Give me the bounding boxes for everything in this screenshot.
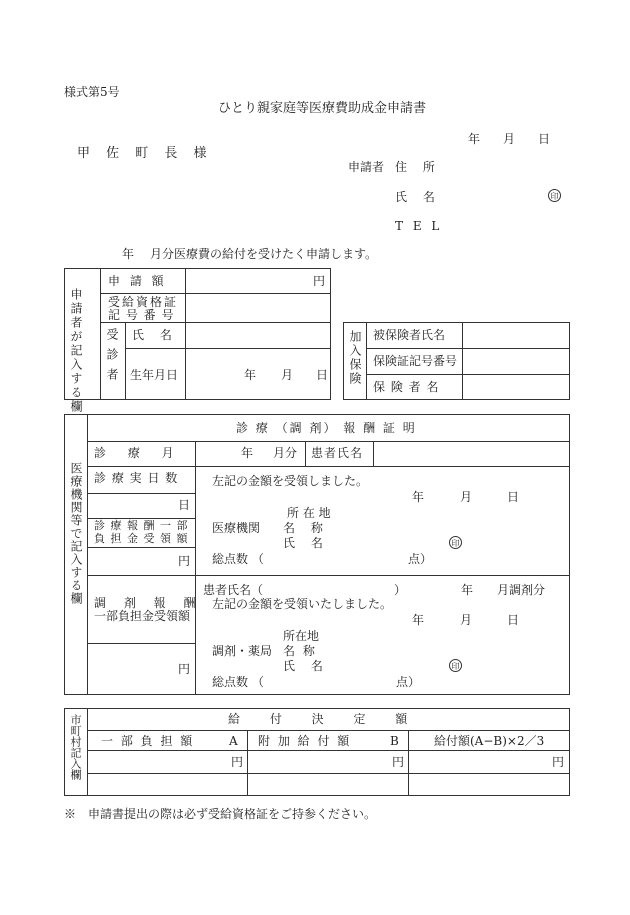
insured-name-field[interactable] <box>463 323 569 347</box>
amount-field[interactable] <box>186 270 306 292</box>
patient-name-field[interactable] <box>186 323 330 347</box>
dispense-year: 年 <box>461 583 474 597</box>
applicant-label: 申請者 <box>348 160 385 174</box>
cert-number-field[interactable] <box>186 295 330 321</box>
pharmacy-address-label: 所在地 <box>283 629 320 643</box>
col2-mark: B <box>390 734 399 748</box>
medical-year: 年 <box>241 446 254 460</box>
medical-seal: 印 <box>449 536 462 549</box>
applicant-side-label: 申請者が記入する欄 <box>69 288 83 414</box>
pharmacy-seal: 印 <box>449 659 462 672</box>
medical-address-label: 所 在 地 <box>287 506 331 520</box>
fee-label-1: 診 療 報 酬 一 部 <box>94 519 189 532</box>
medical-received: 左記の金額を受領しました。 <box>212 474 369 488</box>
institution-label: 医療機関 <box>212 521 261 535</box>
page-title: ひとり親家庭等医療費助成金申請書 <box>218 101 427 116</box>
birth-day: 日 <box>316 368 329 382</box>
pharmacy-yen: 円 <box>178 662 191 676</box>
medical-points-end: 点） <box>408 552 433 566</box>
col1-yen: 円 <box>231 755 244 769</box>
institution-name-label: 名 称 <box>283 521 329 535</box>
pharmacy-name-label: 名 称 <box>283 644 317 658</box>
medical-date-year: 年 <box>412 490 425 504</box>
dispense-month: 月調剤分 <box>497 583 546 597</box>
footnote: ※ 申請書提出の際は必ず受給資格証をご持参ください。 <box>64 807 377 821</box>
col3-label: 給付額(A−B)×2／3 <box>434 734 545 748</box>
pharmacy-points: 総点数 （ <box>212 675 264 689</box>
insurance-side-label: 加入保険 <box>348 330 362 386</box>
insurance-cert-field[interactable] <box>463 349 569 373</box>
pharmacy-date-year: 年 <box>412 613 425 627</box>
days-label: 診 療 実 日 数 <box>94 471 179 485</box>
birth-year: 年 <box>244 368 257 382</box>
pharmacy-label-1: 調 剤 報 酬 <box>94 596 203 610</box>
municipal-title: 給 付 決 定 額 <box>228 712 421 726</box>
fee-label-2: 負 担 金 受 領 額 <box>94 532 189 545</box>
addressee: 甲 佐 町 長 様 <box>77 146 213 161</box>
applicant-address-label: 住 所 <box>395 160 441 174</box>
pharmacy-person-label: 氏 名 <box>283 659 329 673</box>
insured-name-label: 被保険者氏名 <box>373 328 446 342</box>
patient-name-label: 氏 名 <box>132 328 178 342</box>
form-number: 様式第5号 <box>64 85 120 99</box>
cert-label-2: 記 号 番 号 <box>108 308 175 322</box>
patient-name-col-field[interactable] <box>374 442 569 465</box>
pharmacy-patient-end: ） <box>394 583 407 597</box>
applicant-tel-label: T E L <box>395 219 443 233</box>
medical-points: 総点数 （ <box>212 552 264 566</box>
medical-title: 診 療 （調 剤） 報 酬 証 明 <box>236 421 417 435</box>
medical-person-label: 氏 名 <box>283 536 329 550</box>
medical-date-day: 日 <box>507 490 520 504</box>
date-day: 日 <box>538 132 551 146</box>
col2-yen: 円 <box>392 755 405 769</box>
col2-label: 附 加 給 付 額 <box>258 734 352 748</box>
col1-label: 一 部 負 担 額 <box>101 734 195 748</box>
date-year: 年 <box>468 132 481 146</box>
pharmacy-patient: 患者氏名（ <box>203 583 264 597</box>
pharmacy-date-day: 日 <box>507 613 520 627</box>
insurance-cert-label: 保険証記号番号 <box>373 354 458 368</box>
day-unit: 日 <box>178 498 191 512</box>
month-label: 診 療 月 <box>94 446 183 460</box>
date-month: 月 <box>503 132 516 146</box>
statement-text: 月分医療費の給付を受けたく申請します。 <box>150 247 378 261</box>
municipal-side-label: 市町村記入欄 <box>69 714 82 780</box>
cert-label-1: 受給資格証 <box>108 295 179 309</box>
pharmacy-label-2: 一部負担金受領額 <box>94 609 191 623</box>
birth-label: 生年月日 <box>130 368 179 382</box>
amount-yen: 円 <box>313 274 326 288</box>
medical-side-label: 医療機関等で記入する欄 <box>69 462 83 605</box>
fee-yen: 円 <box>178 554 191 568</box>
amount-label: 申 請 額 <box>108 274 167 288</box>
patient-name-col-label: 患者氏名 <box>311 446 364 460</box>
insurer-field[interactable] <box>463 375 569 399</box>
pharmacy-type-label: 調剤・薬局 <box>212 644 273 658</box>
statement-year: 年 <box>122 247 135 261</box>
col1-mark: A <box>229 734 238 748</box>
col3-yen: 円 <box>552 755 565 769</box>
pharmacy-received: 左記の金額を受領いたしました。 <box>212 597 393 611</box>
insurer-label: 保 険 者 名 <box>373 380 440 394</box>
applicant-name-label: 氏 名 <box>395 190 441 204</box>
seal-mark: 印 <box>548 189 561 202</box>
medical-date-month: 月 <box>460 490 473 504</box>
pharmacy-date-month: 月 <box>460 613 473 627</box>
pharmacy-points-end: 点） <box>396 675 421 689</box>
medical-month-unit: 月分 <box>273 446 298 460</box>
patient-label: 受診者 <box>105 328 119 388</box>
birth-month: 月 <box>281 368 294 382</box>
